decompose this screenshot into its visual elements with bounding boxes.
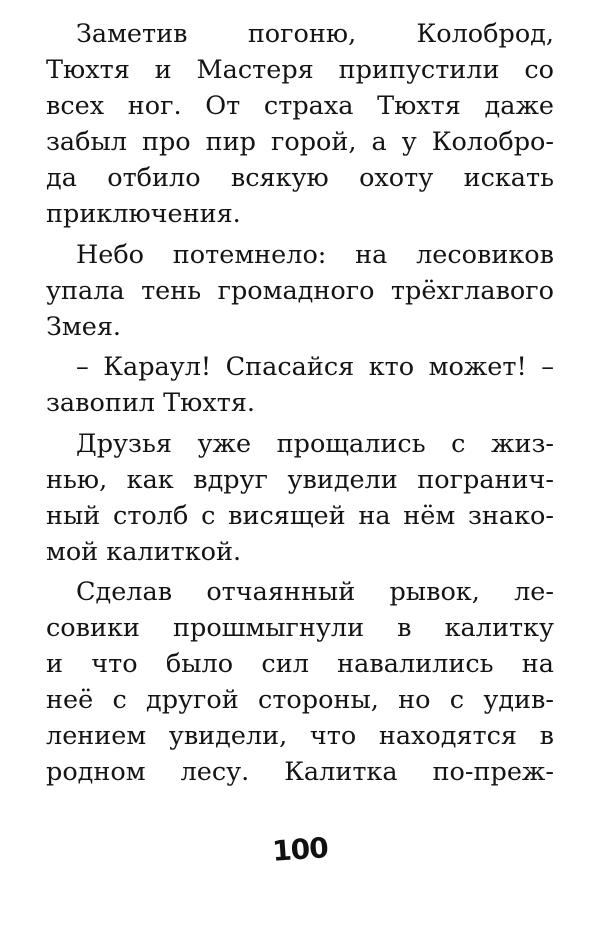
- text-line: Друзья уже прощались с жиз-: [76, 428, 554, 459]
- text-line: нью, как вдруг увидели погранич-: [46, 464, 554, 495]
- text-line: Заметив погоню, Колоброд,: [76, 19, 554, 49]
- paragraph: [46, 426, 554, 570]
- page-text: [46, 16, 554, 790]
- text-line: совики прошмыгнули в калитку: [46, 613, 554, 643]
- paragraph: [46, 16, 554, 232]
- text-line: Небо потемнело: на лесовиков: [76, 239, 554, 270]
- text-line: неё с другой стороны, но с удив-: [46, 685, 554, 715]
- text-line: лением увидели, что находятся в: [46, 721, 554, 751]
- paragraph: [46, 237, 554, 345]
- page-number: 100: [271, 831, 329, 868]
- text-line: родном лесу. Калитка по-преж-: [46, 757, 554, 787]
- text-line: забыл про пир горой, а у Колобро-: [46, 127, 554, 157]
- text-line: мой калиткой.: [46, 536, 242, 567]
- text-line: ный столб с висящей на нём знако-: [46, 500, 554, 531]
- text-line: упала тень громадного трёхглавого: [46, 275, 554, 306]
- paragraph: [46, 349, 554, 421]
- text-line: Сделав отчаянный рывок, ле-: [76, 577, 554, 607]
- text-line: Змея.: [46, 311, 122, 342]
- paragraph: [46, 574, 554, 790]
- text-line: да отбило всякую охоту искать: [46, 163, 554, 193]
- text-line: всех ног. От страха Тюхтя даже: [46, 91, 554, 121]
- text-line: завопил Тюхтя.: [46, 388, 256, 418]
- text-line: приключения.: [46, 199, 241, 229]
- text-line: и что было сил навалились на: [46, 649, 554, 679]
- text-line: Тюхтя и Мастеря припустили со: [46, 55, 554, 85]
- text-line: – Караул! Спасайся кто может! –: [76, 352, 554, 382]
